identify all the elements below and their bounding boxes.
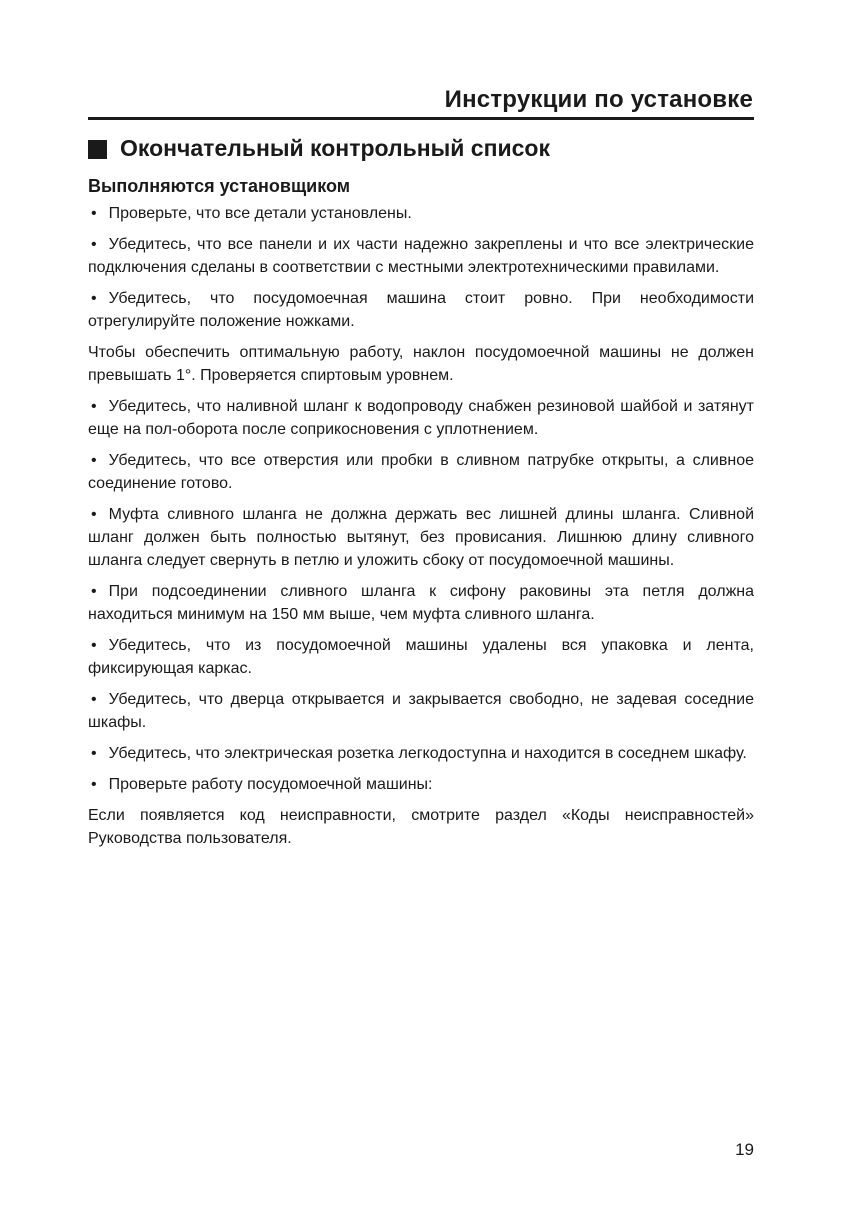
- checklist-item: • Убедитесь, что из посудомоечной машины удалены вся упаковка и лента, фиксирующая каркас.: [88, 634, 754, 680]
- checklist-item: • При подсоединении сливного шланга к сифону раковины эта петля должна находиться минимум на 150 мм выше, чем муфта сливного шланга.: [88, 580, 754, 626]
- checklist-item: • Убедитесь, что наливной шланг к водопроводу снабжен резиновой шайбой и затянут еще на пол-оборота после соприкосновения с уплотнением.: [88, 395, 754, 441]
- checklist-item: • Убедитесь, что все панели и их части надежно закреплены и что все электрические подключения сделаны в соответствии с местными электротехническими правилами.: [88, 233, 754, 279]
- square-bullet-icon: [88, 140, 107, 159]
- checklist: [88, 202, 754, 850]
- subheading: Выполняются установщиком: [88, 176, 351, 196]
- note-paragraph: Если появляется код неисправности, смотрите раздел «Коды неисправностей» Руководства пользователя.: [88, 807, 754, 847]
- checklist-item: • Убедитесь, что электрическая розетка легкодоступна и находится в соседнем шкафу.: [88, 742, 754, 765]
- checklist-item: • Убедитесь, что посудомоечная машина стоит ровно. При необходимости отрегулируйте положение ножками.: [88, 287, 754, 333]
- section-heading: [88, 135, 550, 162]
- checklist-item: • Муфта сливного шланга не должна держать вес лишней длины шланга. Сливной шланг должен быть полностью вытянут, без провисания. Лишнюю длину сливного шланга следует свернуть в петлю и уложить сбоку от посудомоечной машины.: [88, 503, 754, 572]
- page-number: 19: [735, 1140, 754, 1159]
- page-header-title: Инструкции по установке: [444, 86, 753, 113]
- checklist-item: • Проверьте работу посудомоечной машины:: [88, 773, 754, 796]
- checklist-item: • Убедитесь, что все отверстия или пробки в сливном патрубке открыты, а сливное соединение готово.: [88, 449, 754, 495]
- checklist-content: [88, 174, 754, 858]
- section-title: Окончательный контрольный список: [120, 135, 550, 161]
- note-paragraph: Чтобы обеспечить оптимальную работу, наклон посудомоечной машины не должен превышать 1°. Проверяется спиртовым уровнем.: [88, 344, 754, 384]
- header-rule: [88, 117, 754, 120]
- checklist-item: • Убедитесь, что дверца открывается и закрывается свободно, не задевая соседние шкафы.: [88, 688, 754, 734]
- checklist-item: • Проверьте, что все детали установлены.: [88, 202, 754, 225]
